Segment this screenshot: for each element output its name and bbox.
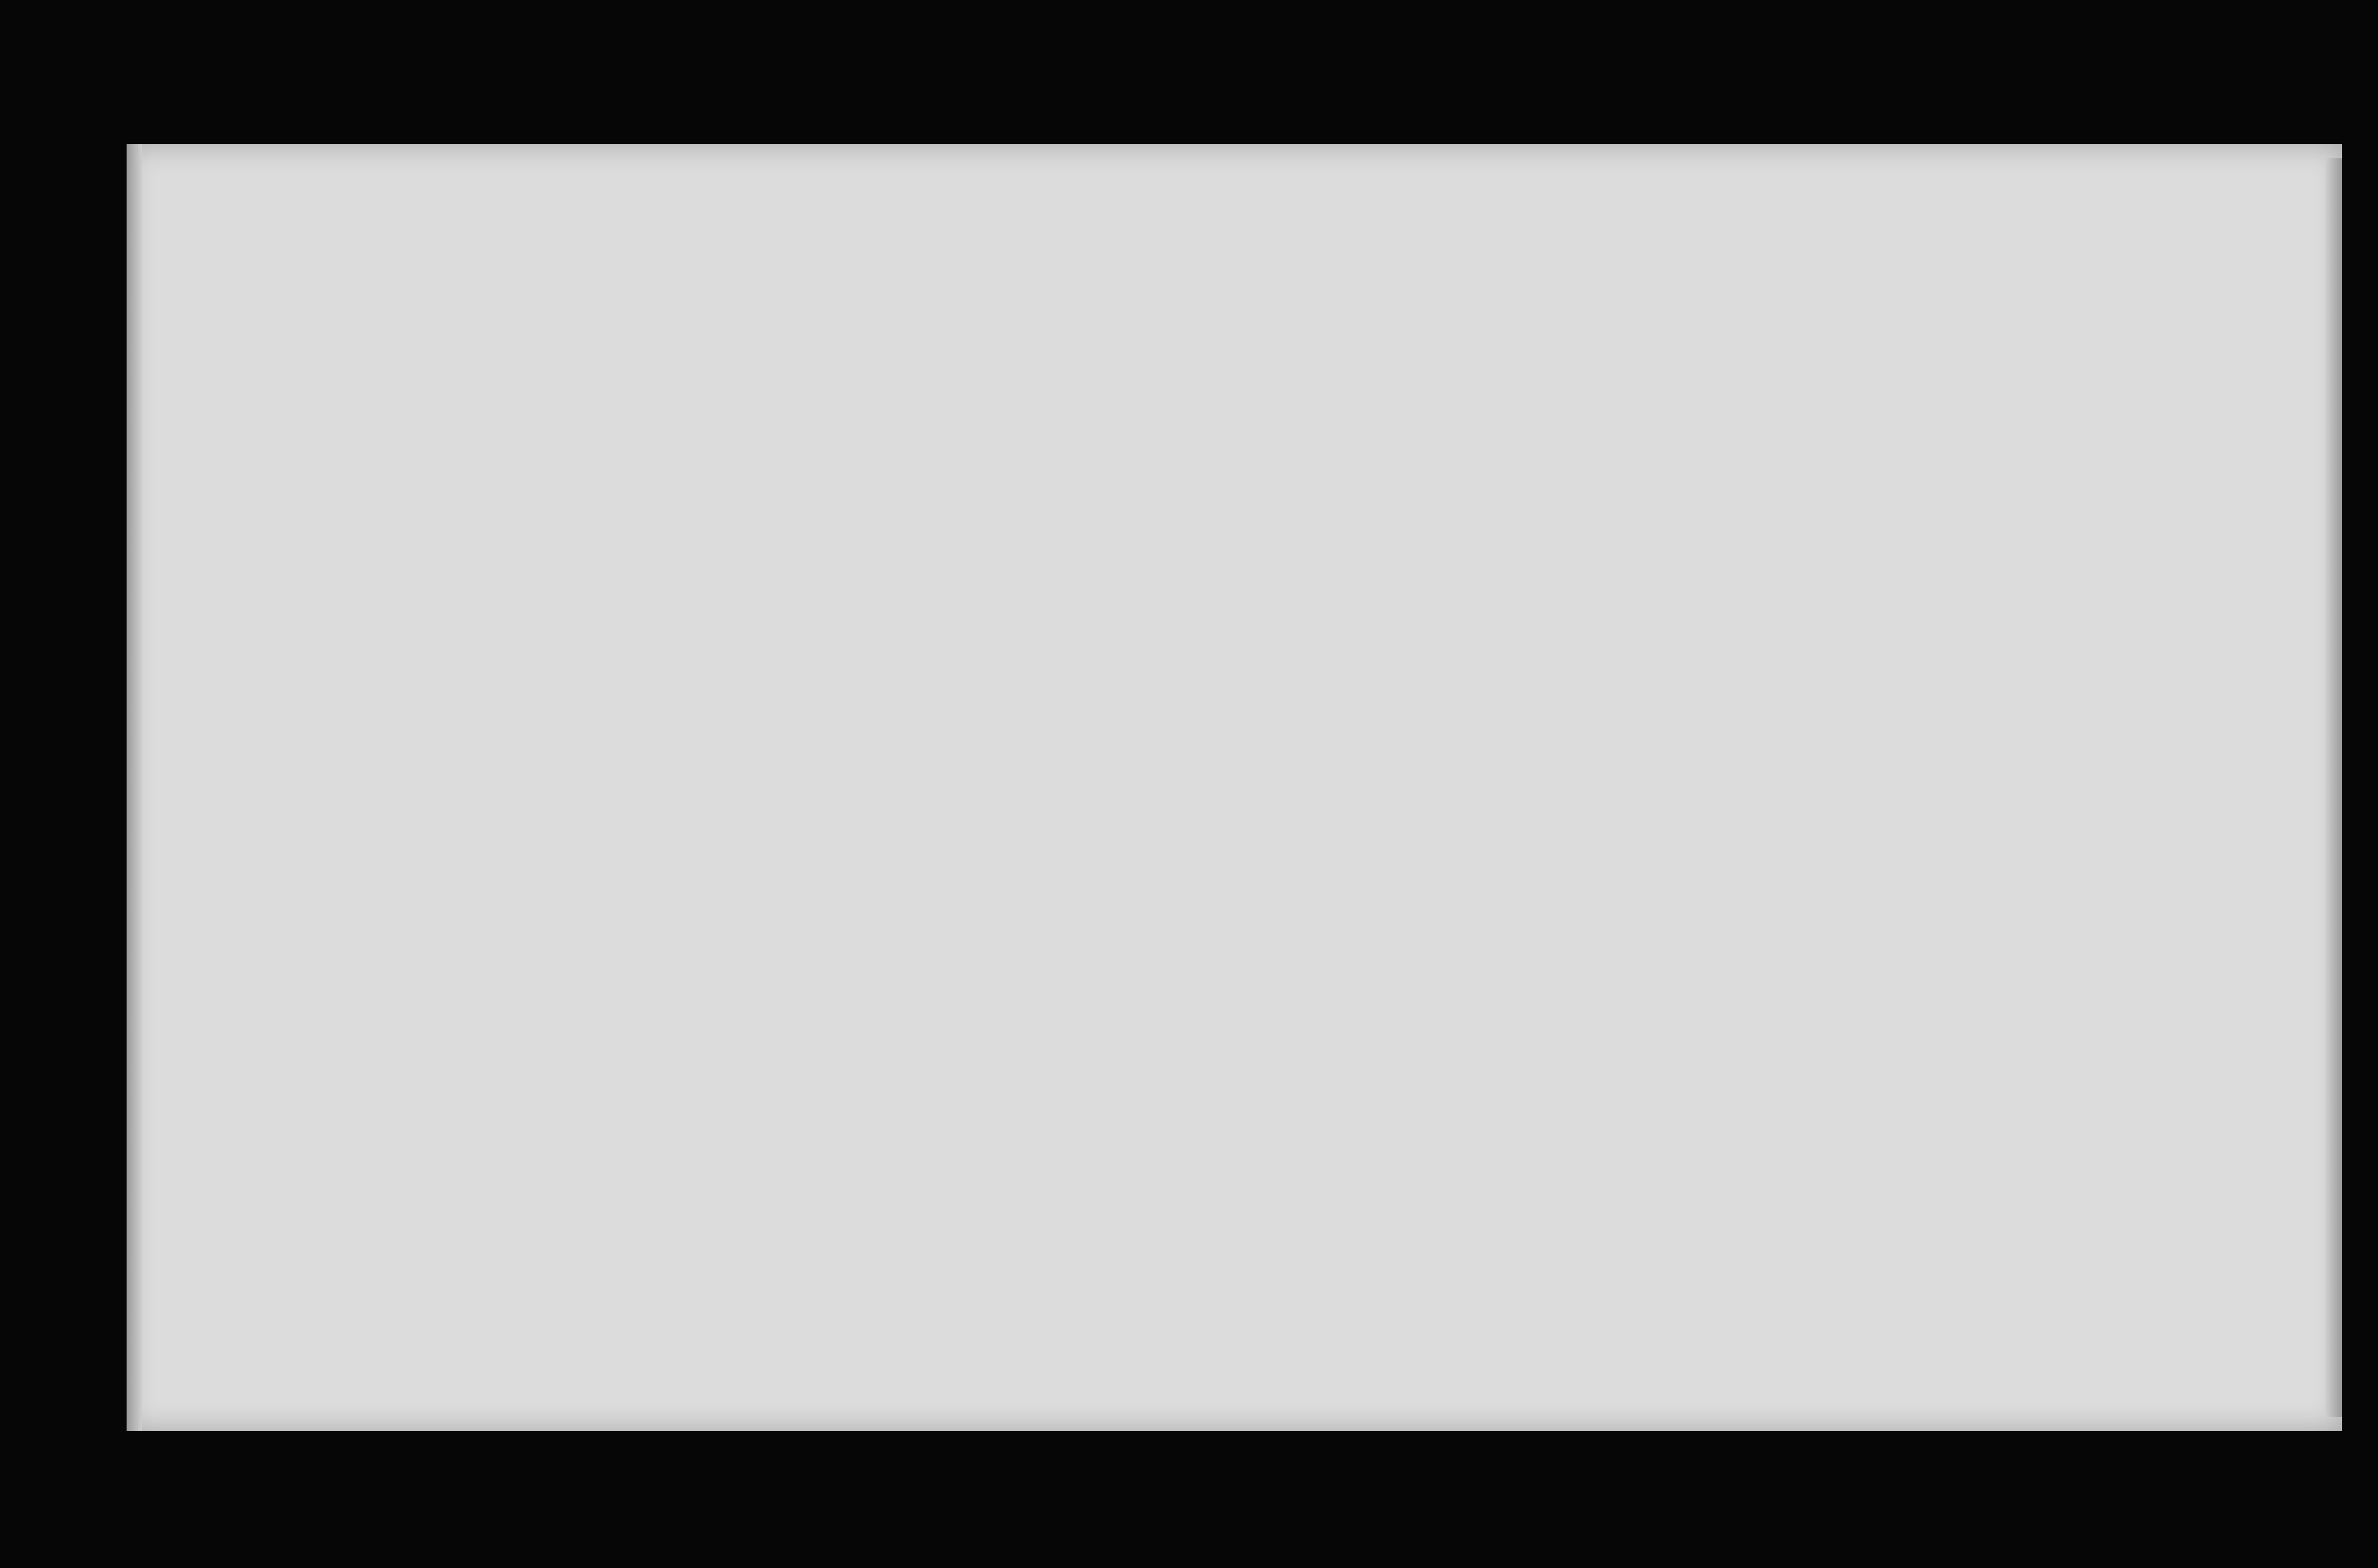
card-right-edge <box>2325 158 2342 1417</box>
crop-table <box>146 162 2327 629</box>
census-card <box>127 144 2342 1431</box>
card-left-edge <box>127 144 142 1431</box>
middle-section <box>146 629 2327 1107</box>
lease-table <box>146 1107 2327 1568</box>
